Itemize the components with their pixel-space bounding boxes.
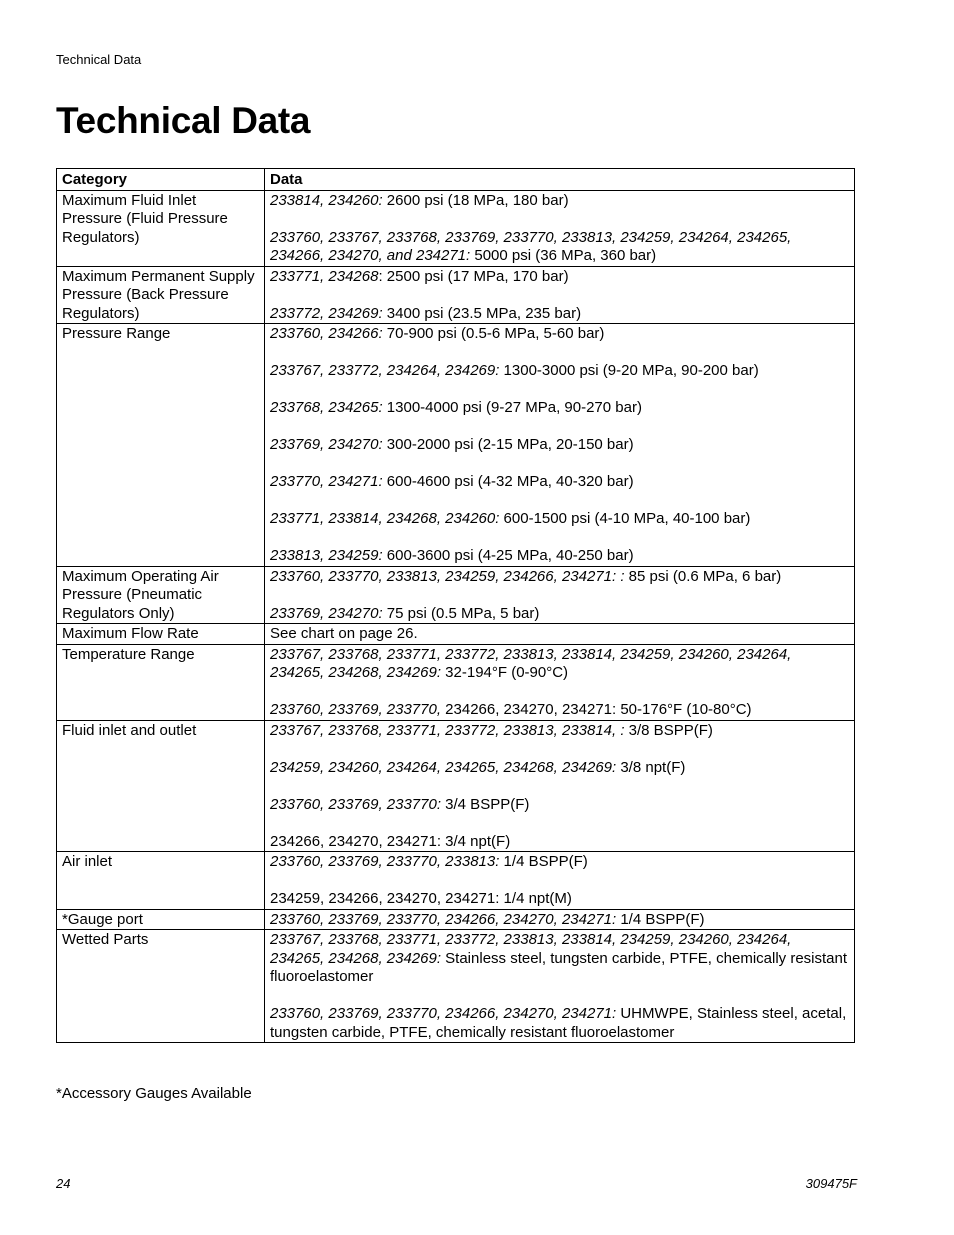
spec-value: 5000 psi (36 MPa, 360 bar): [470, 247, 657, 264]
category-cell: Air inlet: [57, 852, 265, 910]
data-cell: [265, 624, 855, 645]
model-numbers: 233772, 234269:: [270, 304, 383, 322]
spec-value: 3400 psi (23.5 MPa, 235 bar): [382, 304, 582, 322]
spec-entry: [270, 1005, 849, 1042]
model-numbers: 233760, 233769, 233770, 234266, 234270, 234271:: [270, 1005, 617, 1022]
spec-value: 1/4 BSPP(F): [499, 853, 588, 870]
spec-entry: [270, 547, 849, 566]
category-cell: Wetted Parts: [57, 930, 265, 1043]
spec-value: See chart on page 26.: [270, 625, 418, 642]
table-row: [57, 624, 855, 645]
data-cell: [265, 190, 855, 266]
spec-entry: [270, 759, 849, 778]
spec-entry: [270, 362, 849, 381]
spec-entry: [270, 796, 849, 815]
spec-entry: [270, 853, 849, 872]
footnote: *Accessory Gauges Available: [56, 1085, 252, 1102]
spec-entry: [270, 646, 849, 683]
spec-value: 75 psi (0.5 MPa, 5 bar): [382, 604, 540, 622]
table-row: [57, 566, 855, 624]
spec-entry: [270, 510, 849, 529]
model-numbers: 233767, 233772, 234264, 234269:: [270, 362, 500, 379]
spec-value: 3/4 BSPP(F): [441, 795, 530, 813]
spec-value: 234259, 234266, 234270, 234271: 1/4 npt(M): [270, 890, 572, 907]
column-header-category: Category: [57, 169, 265, 191]
data-cell: [265, 852, 855, 910]
model-numbers: 233814, 234260:: [270, 191, 383, 209]
data-cell: [265, 720, 855, 852]
spec-entry: [270, 268, 849, 287]
spec-entry: [270, 625, 849, 644]
spec-entry: [270, 568, 849, 587]
spec-entry: [270, 436, 849, 455]
technical-data-table: [56, 168, 855, 1043]
spec-value: 600-1500 psi (4-10 MPa, 40-100 bar): [499, 510, 751, 527]
spec-value: 1300-4000 psi (9-27 MPa, 90-270 bar): [382, 399, 642, 416]
table-row: [57, 720, 855, 852]
spec-value: : 2500 psi (17 MPa, 170 bar): [378, 267, 569, 285]
table-row: [57, 266, 855, 324]
spec-value: 32-194°F (0-90°C): [441, 664, 569, 681]
data-cell: [265, 644, 855, 720]
model-numbers: 234259, 234260, 234264, 234265, 234268, 234269:: [270, 758, 617, 776]
table-row: [57, 644, 855, 720]
column-header-data: Data: [265, 169, 855, 191]
spec-entry: [270, 305, 849, 324]
table-row: [57, 324, 855, 567]
model-numbers: 233760, 234266:: [270, 325, 383, 342]
table-row: [57, 852, 855, 910]
category-cell: Temperature Range: [57, 644, 265, 720]
model-numbers: 233769, 234270:: [270, 436, 383, 453]
model-numbers: 233760, 233769, 233770,: [270, 701, 441, 718]
table-row: [57, 909, 855, 930]
spec-value: 234266, 234270, 234271: 3/4 npt(F): [270, 832, 511, 850]
running-head: Technical Data: [56, 52, 142, 67]
spec-value: 300-2000 psi (2-15 MPa, 20-150 bar): [382, 436, 634, 453]
category-cell: Fluid inlet and outlet: [57, 720, 265, 852]
data-cell: [265, 930, 855, 1043]
category-cell: Pressure Range: [57, 324, 265, 567]
category-cell: Maximum Flow Rate: [57, 624, 265, 645]
spec-value: 3/8 BSPP(F): [624, 721, 713, 739]
spec-entry: [270, 325, 849, 344]
model-numbers: 233760, 233769, 233770:: [270, 795, 441, 813]
model-numbers: 233770, 234271:: [270, 473, 383, 490]
model-numbers: 233813, 234259:: [270, 547, 383, 564]
model-numbers: 233760, 233770, 233813, 234259, 234266, 234271: :: [270, 567, 625, 585]
model-numbers: 233768, 234265:: [270, 399, 383, 416]
spec-value: 1/4 BSPP(F): [616, 910, 705, 928]
spec-value: 3/8 npt(F): [616, 758, 686, 776]
category-cell: Maximum Permanent Supply Pressure (Back Pressure Regulators): [57, 266, 265, 324]
spec-entry: [270, 229, 849, 266]
spec-value: 2600 psi (18 MPa, 180 bar): [382, 191, 569, 209]
spec-value: UHMWPE, Stainless steel, acetal, tungsten carbide, PTFE, chemically resistant fluoroelastomer: [270, 1005, 847, 1041]
spec-entry: [270, 911, 849, 930]
model-numbers: 233771, 234268: [270, 267, 379, 285]
model-numbers: 233771, 233814, 234268, 234260:: [270, 510, 500, 527]
category-cell: *Gauge port: [57, 909, 265, 930]
data-cell: [265, 909, 855, 930]
spec-value: 600-3600 psi (4-25 MPa, 40-250 bar): [382, 547, 634, 564]
spec-value: 85 psi (0.6 MPa, 6 bar): [624, 567, 782, 585]
category-cell: Maximum Fluid Inlet Pressure (Fluid Pressure Regulators): [57, 190, 265, 266]
spec-entry: [270, 890, 849, 909]
spec-value: 234266, 234270, 234271: 50-176°F (10-80°C): [441, 701, 752, 718]
model-numbers: 233760, 233767, 233768, 233769, 233770, 233813, 234259, 234264, 234265, 234266, 234270, and 234271:: [270, 228, 792, 264]
document-number: 309475F: [805, 1176, 857, 1191]
table-row: [57, 930, 855, 1043]
spec-entry: [270, 605, 849, 624]
spec-entry: [270, 931, 849, 987]
page-title: Technical Data: [56, 100, 311, 141]
table-header-row: [57, 169, 855, 191]
model-numbers: 233769, 234270:: [270, 604, 383, 622]
category-cell: Maximum Operating Air Pressure (Pneumatic Regulators Only): [57, 566, 265, 624]
spec-entry: [270, 192, 849, 211]
spec-entry: [270, 833, 849, 852]
page-number: 24: [56, 1176, 71, 1191]
model-numbers: 233767, 233768, 233771, 233772, 233813, 233814, 234259, 234260, 234264, 234265, 234268, 234269:: [270, 645, 792, 681]
table-row: [57, 190, 855, 266]
spec-value: 600-4600 psi (4-32 MPa, 40-320 bar): [382, 473, 634, 490]
data-cell: [265, 566, 855, 624]
model-numbers: 233760, 233769, 233770, 233813:: [270, 853, 500, 870]
spec-entry: [270, 722, 849, 741]
model-numbers: 233767, 233768, 233771, 233772, 233813, 233814, 234259, 234260, 234264, 234265, 234268, 234269:: [270, 931, 792, 967]
model-numbers: 233767, 233768, 233771, 233772, 233813, 233814, :: [270, 721, 625, 739]
data-cell: [265, 324, 855, 567]
spec-entry: [270, 701, 849, 720]
data-cell: [265, 266, 855, 324]
spec-value: 1300-3000 psi (9-20 MPa, 90-200 bar): [499, 362, 759, 379]
spec-entry: [270, 473, 849, 492]
spec-value: Stainless steel, tungsten carbide, PTFE, chemically resistant fluoroelastomer: [270, 949, 848, 985]
spec-entry: [270, 399, 849, 418]
model-numbers: 233760, 233769, 233770, 234266, 234270, 234271:: [270, 910, 617, 928]
spec-value: 70-900 psi (0.5-6 MPa, 5-60 bar): [382, 325, 605, 342]
